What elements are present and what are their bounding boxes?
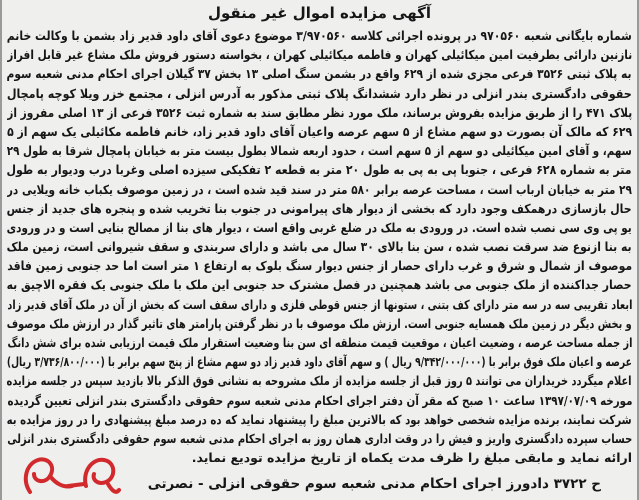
notice-line-20: مورخه ۱۳۹۷/۰۷/۰۹ ساعت ۱۰ صبح که مقر آن دفتر اجرای احکام مدنی شعبه سوم حقوقی دادگستری بندر انزلی تعیین گردیده xyxy=(7,392,632,408)
notice-line-17: از جمله مساحت عرصه ، وضعیت اعیان ، موقعیت قیمت منطقه ای سن بنا وضعیت استقرار ملک قیمت ارزیابی شده برای شش دانگ xyxy=(7,335,632,350)
notice-line-18: عرصه و اعیان ملک فوق برابر با (۹/۳۴۲/۰۰۰/۰۰۰ ریال ) و سهم آقای داود قدیر زاد دو سهم مشاع از پنج سهم برابر با (۳/۷۳۶/۸۰۰/۰۰۰ ریال) xyxy=(7,354,632,370)
notice-line-4: حقوقی دادگستری بندر انزلی در نظر دارد ششدانگ پلاک ثبتی مذکور به آدرس انزلی ، مجتمع خزر ویلا کوچه پامچال xyxy=(7,85,632,101)
notice-line-22: حساب سپرده دادگستری واریز و فیش را در وقت اداری همان روز به اجرای احکام مدنی شعبه سوم حقوقی دادگستری بندر انزلی xyxy=(7,430,632,446)
notice-line-1: شماره بایگانی شعبه ۹۷۰۵۶۰ در پرونده اجرائی کلاسه ۳/۹۷۰۵۶۰ موضوع دعوی آقای داود قدیر زاد بشمن با وکالت خانم xyxy=(7,28,632,43)
notice-line-7: سهم، و آقای امین میکائیلی دو سهم از ۵ سهم است ، حدود اربعه شمالا بطول بیست متر به خیابان پامچال شرقا به طول ۲۹ xyxy=(7,143,632,159)
handwritten-mark xyxy=(12,446,122,498)
notice-title: آگهی مزایده اموال غیر منقول xyxy=(207,4,432,22)
notice-line-13: موصوف از شمال و شرق و غرب دارای حصار از جنس دیوار سنگ بلوک به ارتفاع ۱ متر است اما حد جنوبی زمین فاقد xyxy=(7,258,632,274)
notice-line-6: ۶۲۹ که مالک آن بصورت دو سهم مشاع از ۵ سهم عرصه واعیان آقای داود قدیر زاد، خانم فاطمه مکائیلی یک سهم از ۵ xyxy=(7,123,632,139)
notice-signature: ح ۳۷۲۲ دادورز اجرای احکام مدنی شعبه سوم حقوقی انزلی - نصرتی xyxy=(147,476,601,492)
notice-line-10: حال بازسازی درهمکف وجود دارد که بخشی از دیوار های پیرامونی در جنوب بنا تخریب شده و پنجره های جدید از جنس xyxy=(7,200,632,216)
notice-line-15: ابعاد تقریبی سه در سه متر دارای کف بتنی ، ستونها از جنس قوطی فلزی و دارای سقف است که بخش از آن در ملک آقای قدیر زاد xyxy=(7,296,632,312)
notice-line-8: متر به شماره ۶۲۸ فرعی ، جنوبا پی به پی به طول ۲۰ متر به قطعه ۲ تفکیکی سیزده اصلی وغربا درب ودیوار به طول xyxy=(7,162,632,178)
notice-line-12: به بنا ازنوع ضد سرقت نصب شده ، سن بنا بالای ۳۰ سال می باشد و دارای سربندی و سقف شیروانی است، زمین ملک xyxy=(7,239,632,255)
notice-line-19: اعلام میگردد خریداران می توانند ۵ روز قبل از جلسه مزایده از ملک مشروحه به نشانی فوق الذکر بالا بازدید سپس در جلسه مزایده xyxy=(7,373,632,389)
notice-body xyxy=(7,26,632,470)
notice-line-11: یو پی وی سی نصب شده است. در ورودی به ملک در ضلع غربی واقع است ، دیوار های بنا از مصالح بنایی است و در ورودی xyxy=(7,219,632,235)
notice-line-23: ارائه نماید و مابقی مبلغ را ظرف مدت یکماه از تاریخ مزایده تودیع نماید. xyxy=(191,450,632,466)
notice-line-21: شرکت نمایند، برنده مزایده شخصی خواهد بود که بالاترین مبلغ را پیشنهاد نماید که ده درصد مبلغ پیشنهادی را در روز مزایده به xyxy=(7,411,632,427)
notice-line-9: ۲۹ متر به خیابان ارباب است ، مساحت عرصه برابر ۵۸۰ متر در سند قید شده است ، در زمین موصوف یکباب خانه ویلایی در xyxy=(7,181,632,197)
notice-line-2: نازنین دارائی بطرفیت امین میکائیلی کهران و فاطمه میکائیلی کهران ، بخواسته دستور فروش ملک مشاع غیر قابل افراز xyxy=(7,47,632,63)
notice-footer xyxy=(122,472,601,496)
notice-line-16: و بخش دیگر در زمین ملک همسایه جنوبی است. ارزش ملک موصوف با در نظر گرفتن پارامتر های تاثیر گذار در ارزش ملک موصوف xyxy=(7,315,632,331)
notice-line-5: پلاک ۴۷۱ را از طریق مزایده بفروش برساند، ملک مورد نظر مطابق سند به شماره ثبت ۳۵۲۶ فرعی از ۱۳ اصلی مفروز از xyxy=(7,104,632,120)
notice-line-14: حصار جداکننده از ملک جنوبی می باشد همچنین در فصل مشترک حد جنوبی این ملک با ملک جنوبی یک فقره الاچیق به xyxy=(7,277,632,293)
notice-line-3: به پلاک ثبتی ۳۵۲۶ فرعی مجزی شده از ۶۲۹ واقع در بشمن سنگ اصلی ۱۳ بخش ۳۷ گیلان اجرای احکام مدنی شعبه سوم xyxy=(7,66,632,82)
